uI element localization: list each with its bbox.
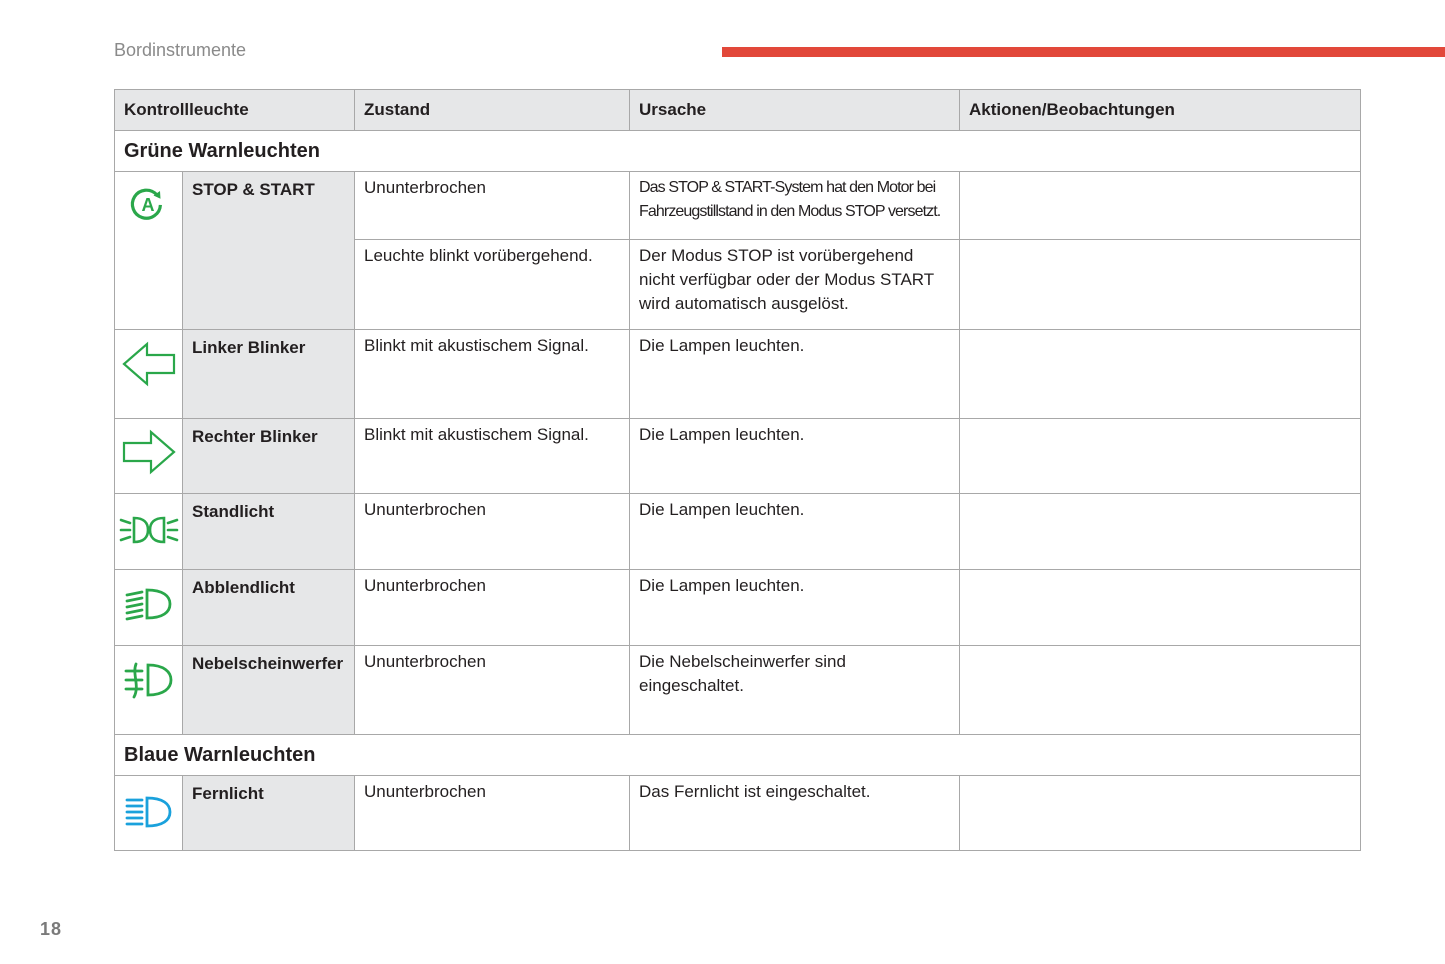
zustand-cell: Ununterbrochen	[355, 776, 630, 851]
icon-cell	[115, 172, 183, 330]
svg-text:A: A	[141, 195, 154, 215]
table-row	[115, 494, 1361, 570]
table-row	[115, 330, 1361, 419]
icon-cell	[115, 494, 183, 570]
table-row	[115, 419, 1361, 494]
group-row-green	[115, 131, 1361, 172]
zustand-cell: Ununterbrochen	[355, 494, 630, 570]
page-number: 18	[40, 919, 63, 939]
section-header: Bordinstrumente	[114, 40, 247, 60]
header-ursache: Ursache	[630, 90, 960, 131]
aktion-cell	[960, 494, 1361, 570]
zustand-cell: Blinkt mit akustischem Signal.	[355, 330, 630, 419]
aktion-cell	[960, 570, 1361, 646]
light-name: Linker Blinker	[183, 330, 355, 419]
zustand-cell: Ununterbrochen	[355, 646, 630, 735]
icon-cell	[115, 776, 183, 851]
ursache-cell: Die Nebelscheinwerfer sind eingeschaltet.	[630, 646, 960, 735]
table-row	[115, 172, 1361, 240]
aktion-cell	[960, 646, 1361, 735]
light-name: Abblendlicht	[183, 570, 355, 646]
left-arrow-icon	[120, 340, 178, 388]
fog-light-icon	[122, 660, 176, 700]
zustand-cell: Blinkt mit akustischem Signal.	[355, 419, 630, 494]
aktion-cell	[960, 172, 1361, 240]
high-beam-icon	[123, 794, 175, 830]
stop-start-icon	[127, 184, 171, 224]
group-title-green: Grüne Warnleuchten	[115, 131, 1361, 172]
accent-bar	[722, 47, 1445, 57]
light-name: STOP & START	[183, 172, 355, 330]
aktion-cell	[960, 419, 1361, 494]
group-title-blue: Blaue Warnleuchten	[115, 735, 1361, 776]
table-row	[115, 776, 1361, 851]
header-zustand: Zustand	[355, 90, 630, 131]
zustand-cell: Ununterbrochen	[355, 570, 630, 646]
icon-cell	[115, 419, 183, 494]
header-kontrollleuchte: Kontrollleuchte	[115, 90, 355, 131]
light-name: Rechter Blinker	[183, 419, 355, 494]
light-name: Fernlicht	[183, 776, 355, 851]
table-row	[115, 570, 1361, 646]
ursache-cell: Die Lampen leuchten.	[630, 570, 960, 646]
ursache-cell: Das STOP & START-System hat den Motor bei Fahrzeugstillstand in den Modus STOP versetzt.	[630, 172, 960, 240]
ursache-cell: Die Lampen leuchten.	[630, 330, 960, 419]
icon-cell	[115, 570, 183, 646]
ursache-cell: Die Lampen leuchten.	[630, 494, 960, 570]
low-beam-icon	[123, 586, 175, 622]
icon-cell	[115, 646, 183, 735]
right-arrow-icon	[120, 428, 178, 476]
aktion-cell	[960, 330, 1361, 419]
warning-lights-table	[114, 89, 1361, 851]
aktion-cell	[960, 240, 1361, 330]
zustand-cell: Leuchte blinkt vorübergehend.	[355, 240, 630, 330]
table-header-row	[115, 90, 1361, 131]
ursache-cell: Der Modus STOP ist vorübergehend nicht verfügbar oder der Modus START wird automatisch ausgelöst.	[630, 240, 960, 330]
ursache-cell: Die Lampen leuchten.	[630, 419, 960, 494]
ursache-cell: Das Fernlicht ist eingeschaltet.	[630, 776, 960, 851]
icon-cell	[115, 330, 183, 419]
zustand-cell: Ununterbrochen	[355, 172, 630, 240]
parking-light-icon	[118, 512, 180, 548]
group-row-blue	[115, 735, 1361, 776]
aktion-cell	[960, 776, 1361, 851]
header-aktionen: Aktionen/Beobachtungen	[960, 90, 1361, 131]
light-name: Standlicht	[183, 494, 355, 570]
light-name: Nebelscheinwerfer	[183, 646, 355, 735]
table-row	[115, 646, 1361, 735]
